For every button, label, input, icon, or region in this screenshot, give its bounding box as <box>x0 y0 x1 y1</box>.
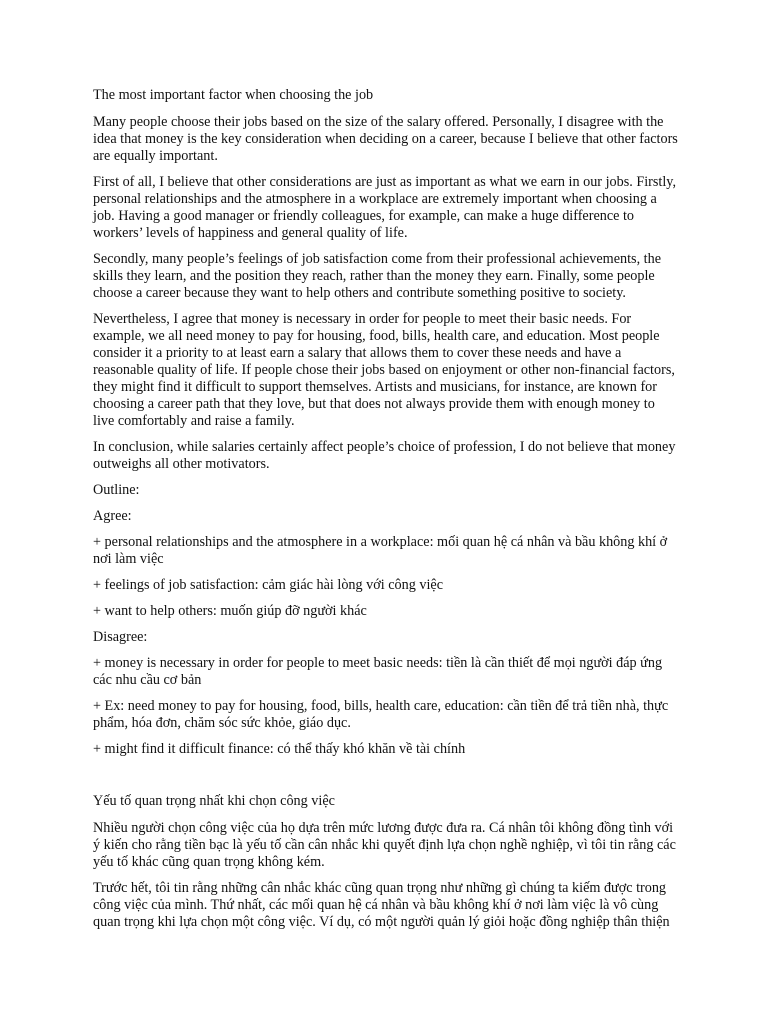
agree-heading: Agree: <box>93 508 132 524</box>
outline-heading: Outline: <box>93 482 140 498</box>
agree-item-1: + personal relationships and the atmosphere in a workplace: mối quan hệ cá nhân và bầu không khí ở nơi làm việc <box>93 534 668 567</box>
document-page <box>93 87 678 940</box>
essay-paragraph-3: Secondly, many people’s feelings of job satisfaction come from their professional achievements, the skills they learn, and the position they reach, rather than the money they earn. Finally, some people choose a career because they want to help others and contribute something positive to society. <box>93 251 661 301</box>
agree-item-2: + feelings of job satisfaction: cảm giác hài lòng với công việc <box>93 577 443 593</box>
section-spacer <box>93 767 678 793</box>
disagree-heading: Disagree: <box>93 629 148 645</box>
vietnamese-paragraph-1: Nhiều người chọn công việc của họ dựa trên mức lương được đưa ra. Cá nhân tôi không đồng tình với ý kiến cho rằng tiền bạc là yếu tố cần cân nhắc khi quyết định lựa chọn nghề nghiệp, vì tôi tin rằng các yếu tố khác cũng quan trọng không kém. <box>93 820 676 870</box>
disagree-item-3: + might find it difficult finance: có thể thấy khó khăn về tài chính <box>93 741 466 757</box>
essay-paragraph-5: In conclusion, while salaries certainly affect people’s choice of profession, I do not believe that money outweighs all other motivators. <box>93 439 676 472</box>
essay-title: The most important factor when choosing the job <box>93 87 374 103</box>
disagree-item-1: + money is necessary in order for people to meet basic needs: tiền là cần thiết để mọi người đáp ứng các nhu cầu cơ bản <box>93 655 663 688</box>
agree-item-3: + want to help others: muốn giúp đỡ người khác <box>93 603 367 619</box>
essay-paragraph-1: Many people choose their jobs based on the size of the salary offered. Personally, I disagree with the idea that money is the key consideration when deciding on a career, because I believe that other factors are equally important. <box>93 114 678 164</box>
disagree-item-2: + Ex: need money to pay for housing, food, bills, health care, education: cần tiền để trả tiền nhà, thực phẩm, hóa đơn, chăm sóc sức khỏe, giáo dục. <box>93 698 669 731</box>
essay-paragraph-2: First of all, I believe that other considerations are just as important as what we earn in our jobs. Firstly, personal relationships and the atmosphere in a workplace are extremely important when choosing a job. Having a good manager or friendly colleagues, for example, can make a huge difference to workers’ levels of happiness and general quality of life. <box>93 174 676 241</box>
vietnamese-paragraph-2: Trước hết, tôi tin rằng những cân nhắc khác cũng quan trọng như những gì chúng ta kiếm được trong công việc của mình. Thứ nhất, các mối quan hệ cá nhân và bầu không khí ở nơi làm việc là vô cùng quan trọng khi lựa chọn một công việc. Ví dụ, có một người quản lý giỏi hoặc đồng nghiệp thân thiện <box>93 880 670 930</box>
vietnamese-title: Yếu tố quan trọng nhất khi chọn công việc <box>93 793 335 809</box>
essay-paragraph-4: Nevertheless, I agree that money is necessary in order for people to meet their basic needs. For example, we all need money to pay for housing, food, bills, health care, and education. Most people consider it a priority to at least earn a salary that allows them to cover these needs and have a reasonable quality of life. If people chose their jobs based on enjoyment or other non-financial factors, they might find it difficult to support themselves. Artists and musicians, for instance, are known for choosing a career path that they love, but that does not always provide them with enough money to live comfortably and raise a family. <box>93 311 675 429</box>
